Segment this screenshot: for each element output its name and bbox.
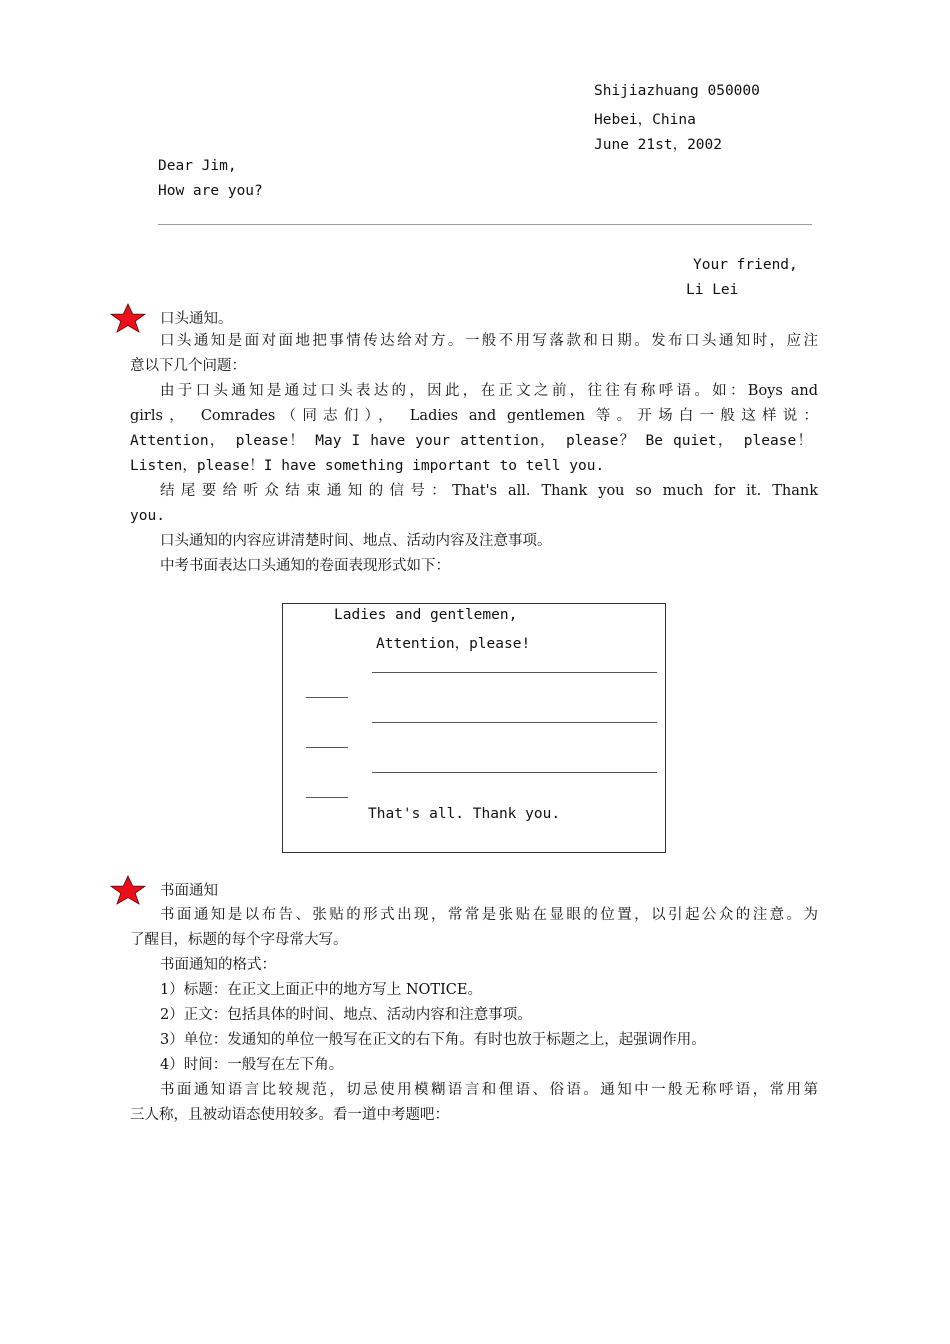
oral-p1-line1: 口头通知是面对面地把事情传达给对方。一般不用写落款和日期。发布口头通知时，应注 — [160, 333, 818, 349]
format-item: 1）标题：在正文上面正中的地方写上 NOTICE。 — [160, 982, 482, 998]
blank-line — [372, 722, 657, 723]
answer-line — [158, 224, 812, 225]
written-p1-line2: 了醒目，标题的每个字母常大写。 — [130, 932, 348, 948]
star-icon — [108, 303, 148, 333]
oral-p2-line3: Attention， please！ May I have your attention， please？ Be quiet， please！ — [130, 433, 812, 449]
written-last-line1: 书面通知语言比较规范，切忌使用模糊语言和俚语、俗语。通知中一般无称呼语，常用第 — [160, 1082, 818, 1098]
oral-p3-line1: 结尾要给听众结束通知的信号：That's all. Thank you so much for it. Thank — [160, 483, 818, 499]
oral-p4: 口头通知的内容应讲清楚时间、地点、活动内容及注意事项。 — [160, 533, 552, 549]
address-line-2: Hebei，China — [594, 112, 696, 128]
oral-p1-line2: 意以下几个问题： — [130, 358, 246, 374]
blank-line — [306, 797, 348, 798]
format-title: 书面通知的格式： — [160, 957, 276, 973]
written-notice-heading: 书面通知 — [160, 883, 218, 899]
format-item: 4）时间：一般写在左下角。 — [160, 1057, 344, 1073]
signature: Li Lei — [686, 282, 739, 298]
oral-p3-line2: you. — [130, 508, 165, 524]
opening-line: How are you? — [158, 183, 263, 199]
oral-p5: 中考书面表达口头通知的卷面表现形式如下： — [160, 558, 450, 574]
oral-p2-line2: girls， Comrades（同志们）， Ladies and gentlemen 等。开场白一般这样说： — [130, 408, 818, 424]
written-p1-line1: 书面通知是以布告、张贴的形式出现，常常是张贴在显眼的位置，以引起公众的注意。为 — [160, 907, 818, 923]
oral-notice-heading: 口头通知。 — [160, 311, 233, 327]
closing: Your friend, — [693, 257, 798, 273]
box-ending: That's all. Thank you. — [368, 806, 561, 822]
blank-line — [372, 772, 657, 773]
box-greeting: Ladies and gentlemen, — [334, 607, 518, 623]
address-line-1: Shijiazhuang 050000 — [594, 83, 760, 99]
format-item: 2）正文：包括具体的时间、地点、活动内容和注意事项。 — [160, 1007, 532, 1023]
letter-date: June 21st，2002 — [594, 137, 722, 153]
blank-line — [306, 697, 348, 698]
box-attention: Attention，please! — [376, 636, 531, 652]
blank-line — [372, 672, 657, 673]
written-last-line2: 三人称，且被动语态使用较多。看一道中考题吧： — [130, 1107, 449, 1123]
oral-p2-line1: 由于口头通知是通过口头表达的，因此，在正文之前，往往有称呼语。如：Boys and — [160, 383, 818, 399]
format-item: 3）单位：发通知的单位一般写在正文的右下角。有时也放于标题之上，起强调作用。 — [160, 1032, 706, 1048]
blank-line — [306, 747, 348, 748]
oral-p2-line4: Listen，please！I have something important to tell you. — [130, 458, 605, 474]
star-icon — [108, 875, 148, 905]
salutation: Dear Jim, — [158, 158, 237, 174]
